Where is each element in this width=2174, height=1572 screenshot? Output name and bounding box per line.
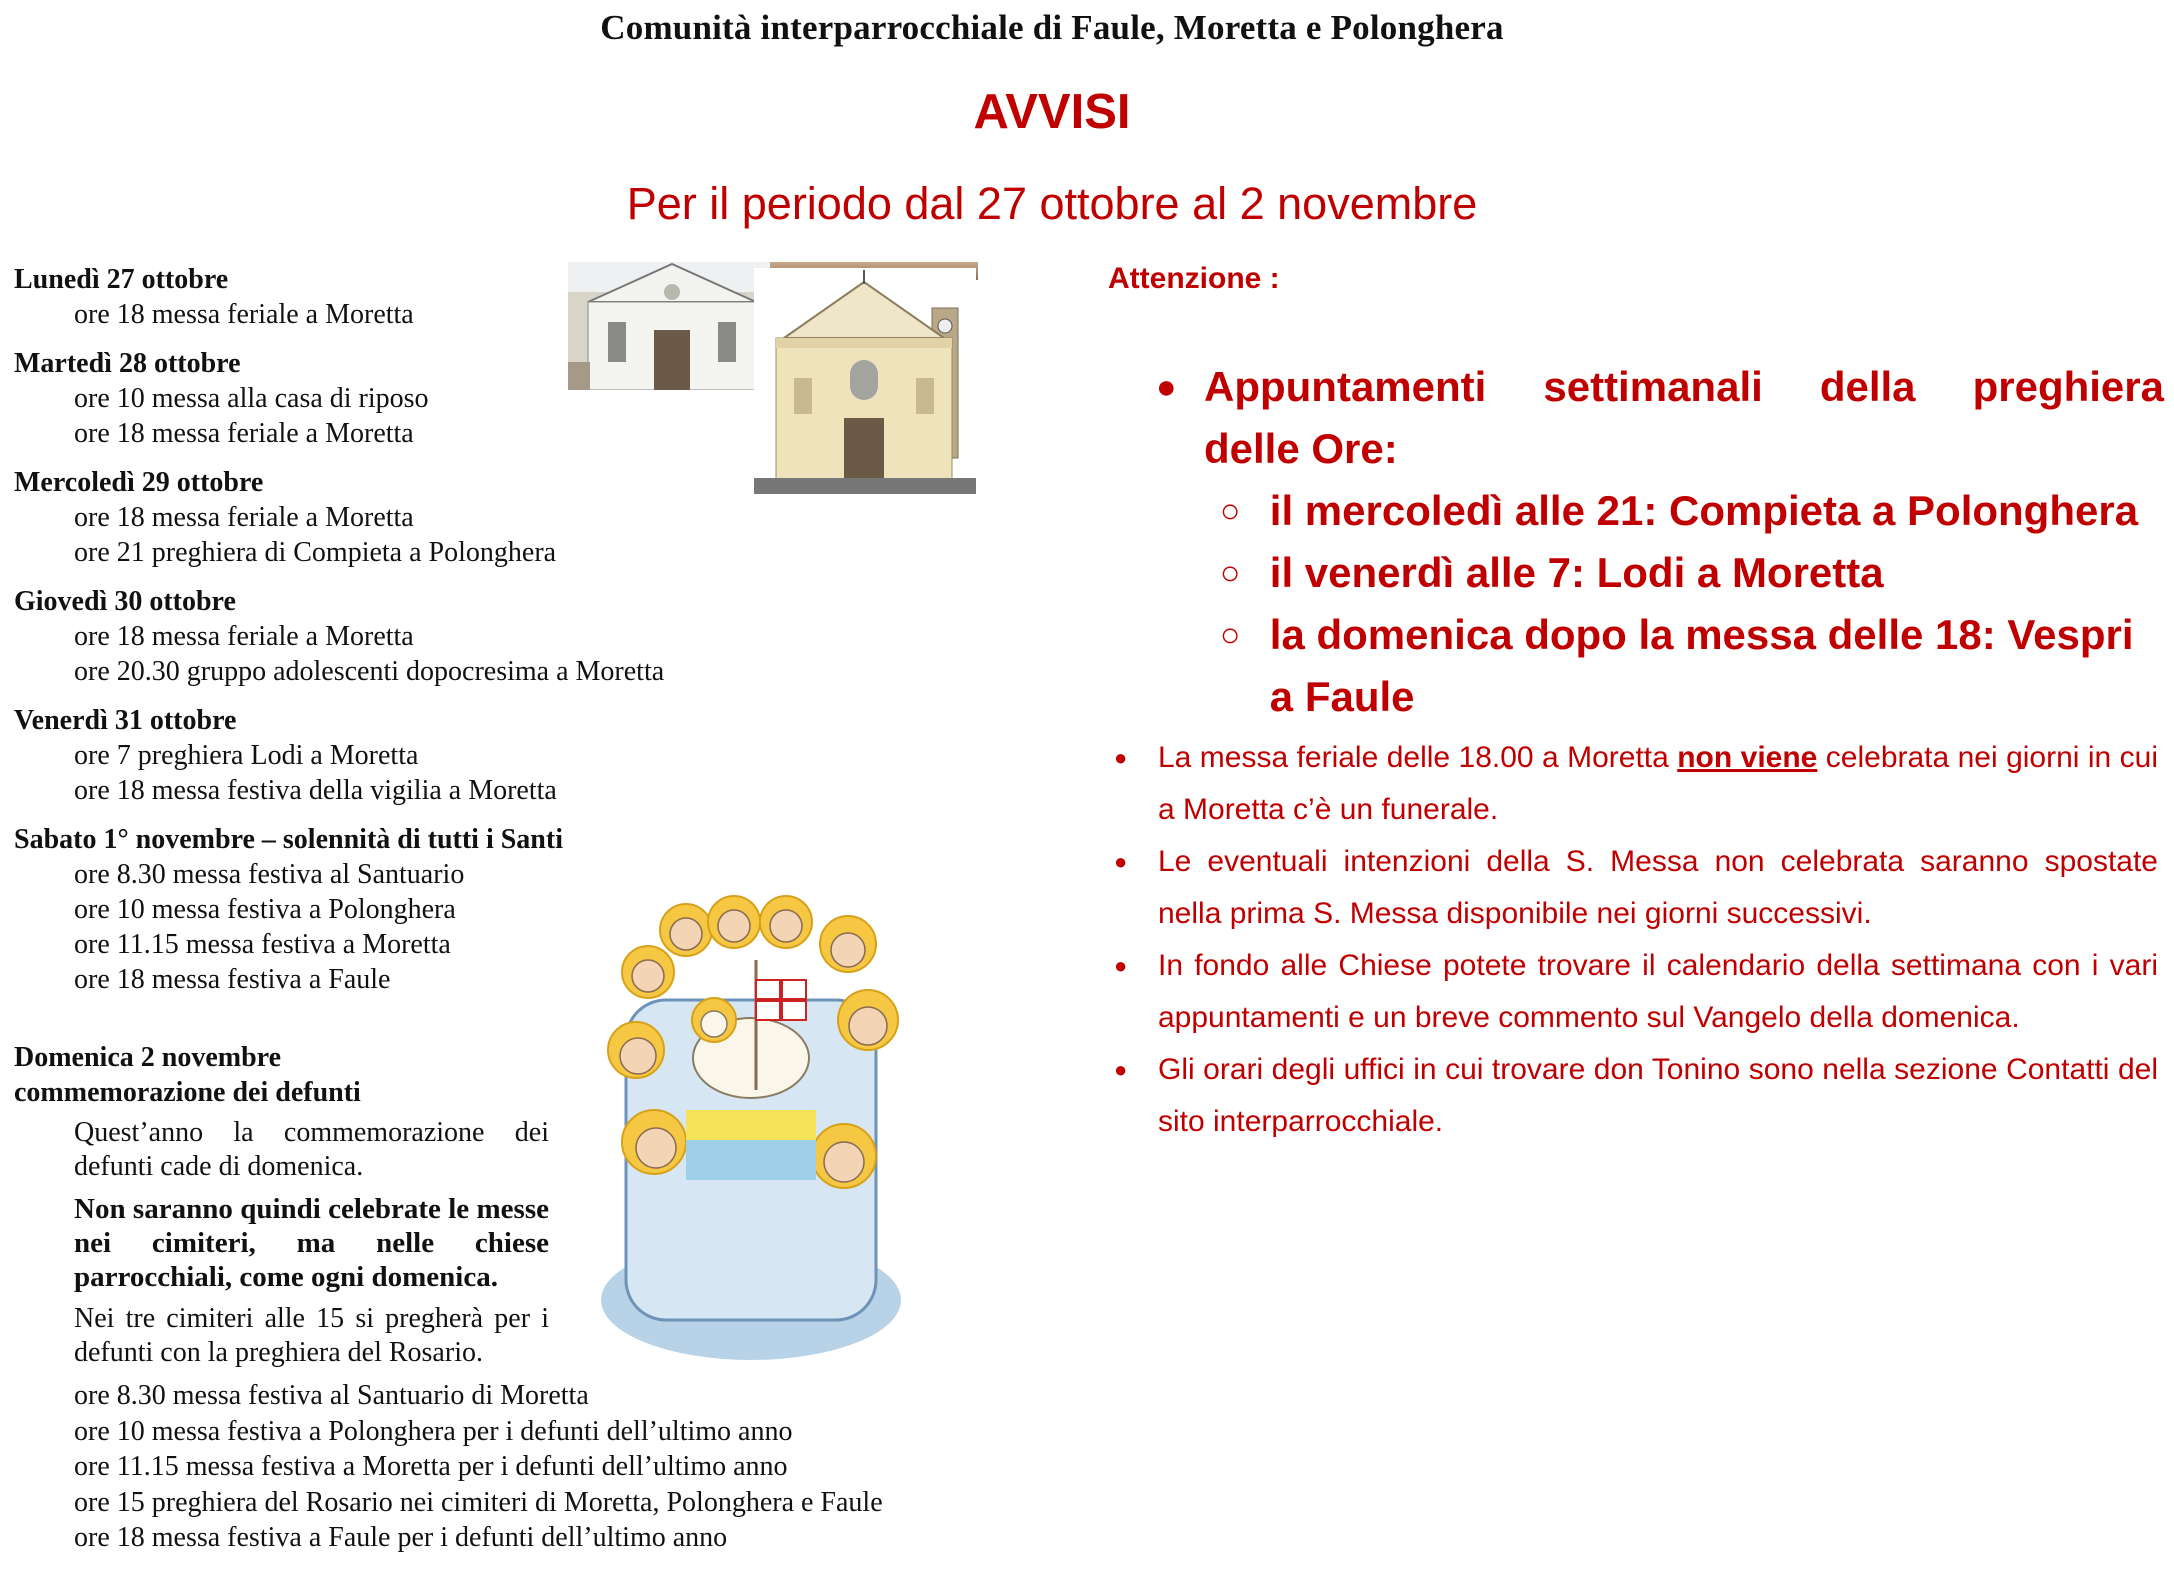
list-item bbox=[1106, 836, 2166, 940]
bullet-icon: ● bbox=[1114, 953, 1128, 978]
list-item bbox=[1106, 940, 2166, 1044]
list-item bbox=[1106, 356, 2166, 480]
list-item bbox=[1220, 604, 2166, 728]
period-subtitle: Per il periodo dal 27 ottobre al 2 novembre bbox=[626, 178, 1478, 229]
schedule-line: ore 15 preghiera del Rosario nei cimiteri di Moretta, Polonghera e Faule bbox=[74, 1486, 883, 1518]
day-title: Mercoledì 29 ottobre bbox=[14, 467, 264, 498]
schedule-line: ore 18 messa feriale a Moretta bbox=[74, 621, 414, 652]
schedule-line: ore 18 messa feriale a Moretta bbox=[74, 418, 414, 449]
notice-text: Le eventuali intenzioni della S. Messa non celebrata saranno spostate nella prima S. Messa disponibile nei giorni successivi. bbox=[1158, 845, 2158, 930]
list-item bbox=[1220, 480, 2166, 542]
bullet-icon: ● bbox=[1156, 368, 1177, 406]
prayer-hours-list bbox=[1106, 356, 2166, 728]
schedule-line: ore 10 messa alla casa di riposo bbox=[74, 383, 429, 414]
circle-bullet-icon: ○ bbox=[1220, 492, 1241, 530]
notices-list bbox=[1106, 732, 2166, 1148]
circle-bullet-icon: ○ bbox=[1220, 616, 1241, 654]
prayer-hours-heading-line1: Appuntamenti settimanali della preghiera bbox=[1204, 363, 2164, 410]
schedule-line: ore 18 messa feriale a Moretta bbox=[74, 502, 414, 533]
day-title: Martedì 28 ottobre bbox=[14, 348, 241, 379]
day-subtitle: commemorazione dei defunti bbox=[14, 1077, 361, 1108]
church-photo-1 bbox=[568, 262, 776, 390]
schedule-line: ore 10 messa festiva a Polonghera bbox=[74, 894, 456, 925]
list-item bbox=[1106, 732, 2166, 836]
bullet-icon: ● bbox=[1114, 1057, 1128, 1082]
prayer-appointment: la domenica dopo la messa delle 18: Vespri a Faule bbox=[1269, 611, 2134, 720]
day-title: Lunedì 27 ottobre bbox=[14, 264, 229, 295]
prayer-appointment: il venerdì alle 7: Lodi a Moretta bbox=[1269, 549, 1884, 596]
prayer-appointment: il mercoledì alle 21: Compieta a Polonghera bbox=[1269, 487, 2139, 534]
day-title: Venerdì 31 ottobre bbox=[14, 705, 237, 736]
day-title: Domenica 2 novembre bbox=[14, 1042, 281, 1073]
bullet-icon: ● bbox=[1114, 745, 1128, 770]
prayer-hours-heading bbox=[1204, 356, 2164, 480]
schedule-line: ore 8.30 messa festiva al Santuario bbox=[74, 859, 465, 890]
schedule-line: ore 8.30 messa festiva al Santuario di Moretta bbox=[74, 1380, 589, 1411]
page-header-title: Comunità interparrocchiale di Faule, Moretta e Polonghera bbox=[600, 8, 1504, 47]
prayer-hours-heading-line2: delle Ore: bbox=[1204, 425, 1398, 472]
schedule-line: ore 20.30 gruppo adolescenti dopocresima a Moretta bbox=[74, 656, 665, 687]
schedule-line: ore 10 messa festiva a Polonghera per i defunti dell’ultimo anno bbox=[74, 1415, 793, 1447]
all-saints-illustration bbox=[596, 880, 906, 1370]
notice-text-part: La messa feriale delle 18.00 a Moretta bbox=[1158, 741, 1678, 774]
attention-label: Attenzione : bbox=[1108, 262, 1280, 295]
schedule-line: ore 21 preghiera di Compieta a Polonghera bbox=[74, 537, 557, 568]
sunday-note: Nei tre cimiteri alle 15 si pregherà per i defunti con la preghiera del Rosario. bbox=[74, 1303, 549, 1368]
notice-text: Gli orari degli uffici in cui trovare don Tonino sono nella sezione Contatti del sito interparrocchiale. bbox=[1158, 1053, 2158, 1138]
notices-column bbox=[1106, 262, 2166, 1148]
circle-bullet-icon: ○ bbox=[1220, 554, 1241, 592]
notice-text-part: celebrata nei giorni in cui a Moretta c’è un funerale. bbox=[1158, 741, 2158, 826]
day-block bbox=[14, 584, 994, 689]
schedule-line: ore 18 messa festiva a Faule per i defunti dell’ultimo anno bbox=[74, 1522, 728, 1553]
schedule-line: ore 18 messa feriale a Moretta bbox=[74, 299, 414, 330]
notice-text bbox=[1158, 732, 2158, 836]
prayer-hours-sublist bbox=[1220, 480, 2166, 728]
schedule-line: ore 18 messa festiva a Faule bbox=[74, 964, 391, 995]
sunday-note-bold: Non saranno quindi celebrate le messe nei cimiteri, ma nelle chiese parrocchiali, come ogni domenica. bbox=[74, 1193, 549, 1293]
avvisi-heading: AVVISI bbox=[973, 85, 1131, 139]
sunday-note: Quest’anno la commemorazione dei defunti cade di domenica. bbox=[74, 1117, 549, 1182]
schedule-line: ore 11.15 messa festiva a Moretta per i defunti dell’ultimo anno bbox=[74, 1451, 788, 1482]
notice-emphasis: non viene bbox=[1677, 741, 1818, 774]
bullet-icon: ● bbox=[1114, 849, 1128, 874]
schedule-line: ore 18 messa festiva della vigilia a Moretta bbox=[74, 775, 557, 806]
schedule-line: ore 7 preghiera Lodi a Moretta bbox=[74, 740, 419, 771]
schedule-line: ore 11.15 messa festiva a Moretta bbox=[74, 929, 451, 960]
list-item bbox=[1220, 542, 2166, 604]
day-title: Giovedì 30 ottobre bbox=[14, 586, 236, 617]
day-block bbox=[14, 703, 994, 808]
day-title: Sabato 1° novembre – solennità di tutti i Santi bbox=[14, 824, 563, 855]
church-photo-2 bbox=[754, 268, 976, 494]
list-item bbox=[1106, 1044, 2166, 1148]
notice-text: In fondo alle Chiese potete trovare il calendario della settimana con i vari appuntamenti e un breve commento sul Vangelo della domenica. bbox=[1158, 949, 2158, 1034]
